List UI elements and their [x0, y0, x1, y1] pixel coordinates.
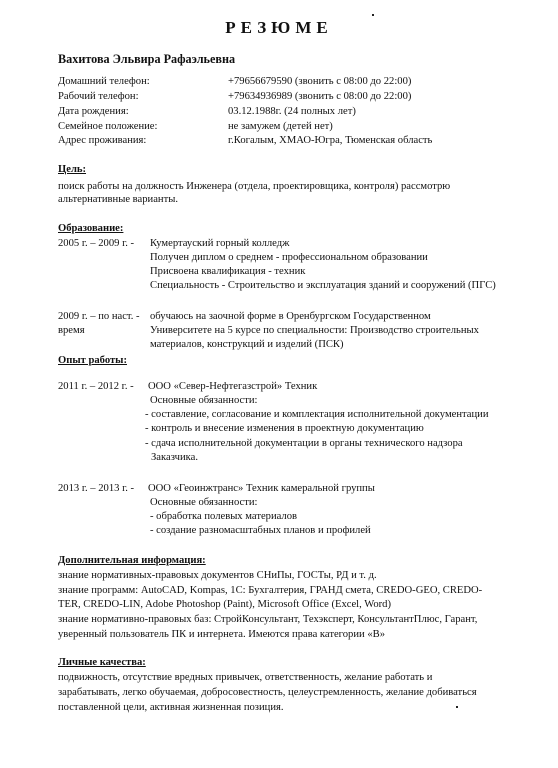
- duties-heading: Основные обязанности:: [150, 395, 258, 406]
- education-line: Специальность - Строительство и эксплуатация зданий и сооружений (ПГС): [150, 280, 496, 291]
- job-title: ООО «Север-Нефтегазстрой» Техник: [148, 381, 318, 392]
- value-marital-status: не замужем (детей нет): [228, 121, 333, 132]
- education-line: Получен диплом о среднем - профессиональном образовании: [150, 252, 428, 263]
- page-title: РЕЗЮМЕ: [225, 18, 333, 37]
- duty-item: - сдача исполнительной документации в органы технического надзора: [145, 438, 463, 449]
- duty-item: - создание разномасштабных планов и профилей: [150, 525, 371, 536]
- qualities-heading: Личные качества:: [58, 657, 146, 668]
- duty-item: - контроль и внесение изменения в проектную документацию: [145, 423, 424, 434]
- education-period: 2005 г. – 2009 г. -: [58, 238, 135, 249]
- duty-item-continued: Заказчика.: [151, 452, 199, 463]
- value-birth-date: 03.12.1988г. (24 полных лет): [228, 106, 356, 117]
- education-line: Кумертауский горный колледж: [150, 238, 290, 249]
- goal-line: поиск работы на должность Инженера (отдела, проектировщика, контроля) рассмотрю: [58, 181, 451, 192]
- additional-line: знание программ: AutoCAD, Kompas, 1С: Бухгалтерия, ГРАНД смета, CREDO-GEO, CREDO-: [58, 585, 483, 596]
- additional-line: TER, CREDO-LIN, Adobe Photoshop (Paint), Microsoft Office (Excel, Word): [58, 599, 391, 610]
- additional-line: знание нормативных-правовых документов СНиПы, ГОСТы, РД и т. д.: [58, 570, 377, 581]
- qualities-line: поставленной цели, активная жизненная позиция.: [58, 702, 284, 713]
- education-line: Университете на 5 курсе по специальности: Производство строительных: [150, 325, 479, 336]
- experience-heading: Опыт работы:: [58, 355, 127, 366]
- duty-item: - обработка полевых материалов: [150, 511, 297, 522]
- job-period: 2013 г. – 2013 г. -: [58, 483, 135, 494]
- additional-heading: Дополнительная информация:: [58, 555, 206, 566]
- job-period: 2011 г. – 2012 г. -: [58, 381, 134, 392]
- label-home-phone: Домашний телефон:: [58, 76, 150, 87]
- value-home-phone: +79656679590 (звонить с 08:00 до 22:00): [228, 76, 412, 87]
- duty-item: - составление, согласование и комплектация исполнительной документации: [145, 409, 489, 420]
- goal-heading: Цель:: [58, 164, 87, 175]
- label-address: Адрес проживания:: [58, 135, 147, 146]
- full-name: Вахитова Эльвира Рафаэльевна: [58, 52, 236, 66]
- education-line: обучаюсь на заочной форме в Оренбургском Государственном: [150, 311, 431, 322]
- label-birth-date: Дата рождения:: [58, 106, 129, 117]
- education-line: материалов, конструкций и изделий (ПСК): [150, 339, 344, 350]
- label-marital-status: Семейное положение:: [58, 121, 158, 132]
- scan-speck: [372, 14, 374, 16]
- job-title: ООО «Геоинжтранс» Техник камеральной группы: [148, 483, 375, 494]
- education-period-continued: время: [58, 325, 85, 336]
- duties-heading: Основные обязанности:: [150, 497, 258, 508]
- value-work-phone: +79634936989 (звонить с 08:00 до 22:00): [228, 91, 412, 102]
- additional-line: уверенный пользователь ПК и интернета. Имеются права категории «В»: [58, 629, 386, 640]
- scan-speck: [456, 706, 458, 708]
- education-period: 2009 г. – по наст. -: [58, 311, 140, 322]
- qualities-line: зарабатывать, легко обучаемая, добросовестность, целеустремленность, желание добиваться: [58, 687, 477, 698]
- value-address: г.Когалым, ХМАО-Югра, Тюменская область: [228, 135, 433, 146]
- education-line: Присвоена квалификация - техник: [150, 266, 306, 277]
- label-work-phone: Рабочий телефон:: [58, 91, 139, 102]
- goal-line: альтернативные варианты.: [58, 194, 178, 205]
- qualities-line: подвижность, отсутствие вредных привычек, ответственность, желание работать и: [58, 672, 433, 683]
- education-heading: Образование:: [58, 223, 124, 234]
- additional-line: знание нормативно-правовых баз: СтройКонсультант, Техэксперт, КонсультантПлюс, Гарант,: [58, 614, 478, 625]
